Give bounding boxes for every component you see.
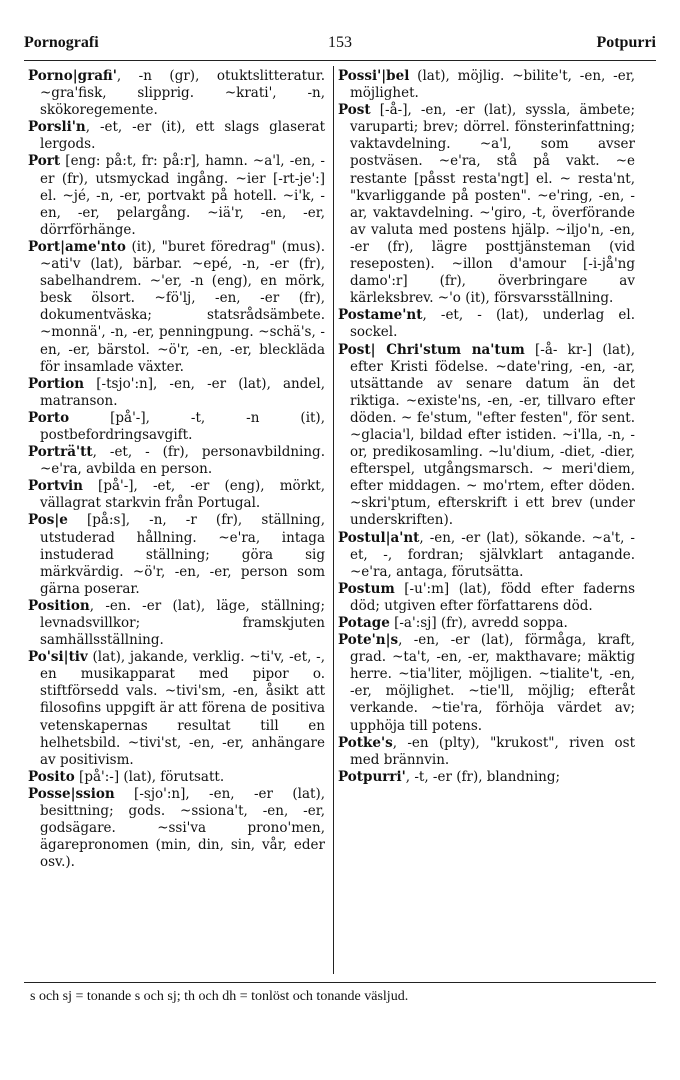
entry-headword: Porto <box>28 409 70 426</box>
dictionary-entry <box>28 598 325 649</box>
header-rule <box>24 60 656 61</box>
entry-headword: Potpurri' <box>338 768 406 785</box>
entry-text: [-u':m] (lat), född efter faderns död; utgiven efter författarens död. <box>350 580 635 614</box>
dictionary-entry <box>338 102 635 307</box>
entry-headword: Po'si|tiv <box>28 649 88 666</box>
entry-text: [eng: på:t, fr: på:r], hamn. ~a'l, -en, -er (fr), utsmyckad ingång. ~ier [-rt-je':] el. ~jé, -n, -er, portvakt på hotell. ~i'k, -en, -er, pelargång. ~iä'r, -en, -er, dörrförhänge. <box>40 153 325 238</box>
dictionary-entry <box>28 239 325 376</box>
dictionary-entry <box>28 649 325 769</box>
dictionary-entry <box>338 735 635 769</box>
dictionary-entry <box>28 153 325 238</box>
dictionary-entry <box>28 68 325 119</box>
entry-text: (lat), möjlig. ~bilite't, -en, -er, möjlighet. <box>350 68 635 102</box>
dictionary-entry <box>28 119 325 153</box>
entry-headword: Possi'|bel <box>338 68 410 84</box>
entry-text: , -en. -er (lat), läge, ställning; levnadsvillkor; framskjuten samhällsställning. <box>40 597 325 649</box>
dictionary-entry <box>28 376 325 410</box>
entry-headword: Porsli'n <box>28 119 86 136</box>
dictionary-entry <box>28 786 325 871</box>
dictionary-entry <box>28 769 325 786</box>
entry-text: , -et, - (fr), personavbildning. ~e'ra, avbilda en person. <box>40 444 325 478</box>
entry-text: , -en, -er (lat), sökande. ~a't, -et, -, fordran; självklart antagande. ~e'ra, antaga, förutsätta. <box>350 529 635 580</box>
entry-headword: Postum <box>338 580 395 597</box>
right-column <box>338 68 635 786</box>
entry-text: , -n (gr), otuktslitteratur. ~gra'fisk, slipprig. ~krati', -n, skökoregemente. <box>40 68 325 119</box>
dictionary-entry <box>338 530 635 581</box>
entry-headword: Position <box>28 597 90 614</box>
column-divider <box>333 66 334 974</box>
dictionary-entry <box>338 769 635 786</box>
dictionary-entry <box>28 410 325 444</box>
entry-headword: Pote'n|s <box>338 632 399 649</box>
dictionary-entry <box>338 307 635 341</box>
entry-text: [på:s], -n, -r (fr), ställning, utstuderad hållning. ~e'ra, intaga instuderad ställning; göra sig märkvärdig. ~ö'r, -en, -er, person som gärna poserar. <box>40 512 325 597</box>
entry-text: , -et, -er (it), ett slags glaserat lergods. <box>40 119 325 153</box>
dictionary-entry <box>28 444 325 478</box>
entry-text: [-sjo':n], -en, -er (lat), besittning; gods. ~ssiona't, -en, -er, godsägare. ~ssi'va prono'men, ägarepronomen (min, din, sin, vår, eder osv.). <box>40 785 325 871</box>
page-header <box>24 34 656 58</box>
dictionary-entry <box>28 512 325 597</box>
entry-headword: Pos|e <box>28 512 68 529</box>
entry-text: [-å-], -en, -er (lat), syssla, ämbete; varuparti; brev; dörrel. fönsterinfattning; vaktavdelning. ~a'l, som avser postväsen. ~e'ra, stå på vakt. ~e restante [påsst resta'ngt] el. ~ resta'nt, "kvarliggande på posten". ~e'ring, -en, -ar, vaktavdelning. ~'giro, -t, överförande av valuta med postens hjälp. ~iljo'n, -en, -er (fr), lägre posttjänsteman (vid reseposten). ~illon d'amour [-i-jå'ng damo':r] (fr), överbringare av kärleksbrev. ~'o (it), försvarsställning. <box>350 102 635 307</box>
pronunciation-key-note: s och sj = tonande s och sj; th och dh = tonlöst och tonande väsljud. <box>30 989 409 1004</box>
entry-text: , -en, -er (lat), förmåga, kraft, grad. ~ta't, -en, -er, makthavare; mäktig herre. ~tia'liter, möjligen. ~tialite't, -en, -er, möjlighet. ~tie'll, möjlig; efteråt verkande. ~tie'ra, förhöja värdet av; upphöja till potens. <box>350 632 635 734</box>
entry-headword: Post| Chri'stum na'tum <box>338 341 525 358</box>
dictionary-entry <box>338 581 635 615</box>
entry-text: [-å- kr-] (lat), efter Kristi födelse. ~date'ring, -en, -ar, utsättande av senare datum än det riktiga. ~existe'ns, -en, -er, tillvaro efter döden. ~ fe'stum, "efter festen", för sent. ~glacia'l, bildad efter istiden. ~i'lla, -n, -or, predikosamling. ~lu'dium, -diet, -dier, efterspel, utgångsmarsch. ~ meri'diem, efter middagen. ~ mo'rtem, efter döden. ~skri'ptum, efterskrift i ett brev (under underskriften). <box>350 341 635 529</box>
entry-text: , -en (plty), "krukost", riven ost med brännvin. <box>350 734 635 768</box>
entry-headword: Postul|a'nt <box>338 529 420 546</box>
left-column <box>28 68 325 871</box>
entry-text: [på':-] (lat), förutsatt. <box>74 768 225 785</box>
entry-headword: Posse|ssion <box>28 785 115 802</box>
left-guide-word: Pornografi <box>24 34 99 51</box>
dictionary-entry <box>338 342 635 530</box>
entry-headword: Port <box>28 153 61 170</box>
right-guide-word: Potpurri <box>596 34 656 51</box>
entry-text: [på'-], -t, -n (it), postbefordringsavgift. <box>40 409 325 443</box>
entry-text: [-a':sj] (fr), avredd soppa. <box>389 615 568 631</box>
entry-headword: Porträ'tt <box>28 444 93 461</box>
entry-text: , -et, - (lat), underlag el. sockel. <box>350 307 635 341</box>
entry-headword: Posito <box>28 768 75 785</box>
footer-rule <box>24 982 656 983</box>
entry-text: , -t, -er (fr), blandning; <box>405 768 561 785</box>
entry-text: [-tsjo':n], -en, -er (lat), andel, matranson. <box>40 375 325 409</box>
entry-text: (it), "buret föredrag" (mus). ~ati'v (lat), bärbar. ~epé, -n, -er (fr), sabelhandrem. ~'er, -n (eng), en mörk, besk ölsort. ~fö'lj, -en, -er (fr), dokumentväska; statsrådsämbete. ~monnä', -n, -er, penningpung. ~schä's, -en, -er, bärstol. ~ö'r, -en, -er, bleckläda för insamlade växter. <box>40 238 325 375</box>
entry-headword: Post <box>338 102 371 119</box>
dictionary-entry <box>338 615 635 632</box>
page-number: 153 <box>328 34 352 51</box>
entry-headword: Port|ame'nto <box>28 238 126 255</box>
entry-headword: Portion <box>28 375 85 392</box>
entry-headword: Portvin <box>28 478 83 495</box>
entry-text: [på'-], -et, -er (eng), mörkt, vällagrat starkvin från Portugal. <box>40 478 325 512</box>
dictionary-entry <box>338 68 635 102</box>
dictionary-entry <box>338 632 635 735</box>
entry-headword: Potage <box>338 615 390 631</box>
entry-headword: Postame'nt <box>338 307 423 324</box>
entry-headword: Porno|grafi' <box>28 68 117 84</box>
dictionary-entry <box>28 478 325 512</box>
entry-text: (lat), jakande, verklig. ~ti'v, -et, -, en musikapparat med pipor o. stiftförsedd vals. ~tivi'sm, -en, åsikt att filosofins uppgift är att förena de positiva vetenskapernas resultat till en helhetsbild. ~tivi'st, -en, -er, anhängare av positivism. <box>40 649 325 768</box>
entry-headword: Potke's <box>338 734 393 751</box>
